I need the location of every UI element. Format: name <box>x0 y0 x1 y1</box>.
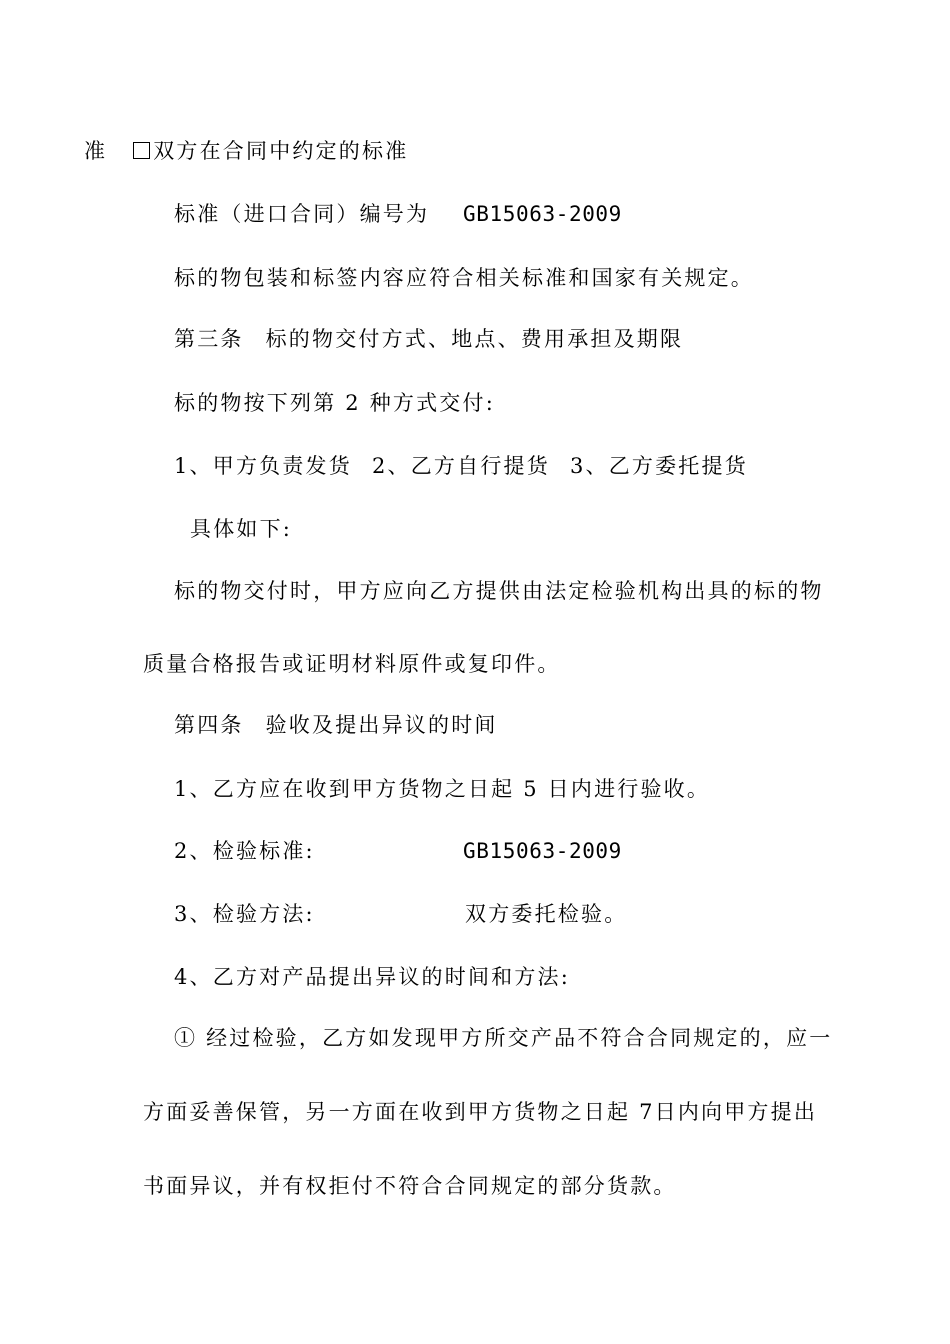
packaging-clause: 标的物包装和标签内容应符合相关标准和国家有关规定。 <box>174 266 754 290</box>
objection-clause-line-2: 方面妥善保管，另一方面在收到甲方货物之日起 7日内向甲方提出 <box>143 1100 818 1124</box>
inspection-method-value: 双方委托检验。 <box>465 902 628 926</box>
article-3-heading <box>174 325 683 353</box>
delivery-report-line-1: 标的物交付时，甲方应向乙方提供由法定检验机构出具的标的物 <box>174 579 824 603</box>
standard-option-text: 双方在合同中约定的标准 <box>153 139 409 163</box>
delivery-option-2: 2、乙方自行提货 <box>371 454 550 478</box>
article-title: 标的物交付方式、地点、费用承担及期限 <box>265 327 684 351</box>
checkbox-icon[interactable] <box>133 142 150 159</box>
details-line: 具体如下: <box>190 517 293 541</box>
objection-method-line: 4、乙方对产品提出异议的时间和方法: <box>174 965 571 989</box>
standard-number-line <box>174 200 429 228</box>
objection-clause-line-3: 书面异议，并有权拒付不符合合同规定的部分货款。 <box>143 1174 677 1198</box>
delivery-option-1: 1、甲方负责发货 <box>174 454 352 478</box>
article-4-heading <box>174 711 498 739</box>
standard-number-label: 标准（进口合同）编号为 <box>174 202 430 226</box>
inspection-standard-value: GB15063-2009 <box>463 839 622 863</box>
inspection-period-line: 1、乙方应在收到甲方货物之日起 5 日内进行验收。 <box>174 777 711 801</box>
inspection-method-label: 3、检验方法: <box>174 902 315 926</box>
delivery-method-line: 标的物按下列第 2 种方式交付: <box>174 391 495 415</box>
delivery-option-3: 3、乙方委托提货 <box>569 454 748 478</box>
inspection-standard-label: 2、检验标准: <box>174 839 315 863</box>
delivery-report-line-2: 质量合格报告或证明材料原件或复印件。 <box>143 652 561 676</box>
delivery-options-line <box>174 452 748 480</box>
standard-option-line <box>84 137 408 165</box>
standard-number-value: GB15063-2009 <box>463 202 622 226</box>
article-title: 验收及提出异议的时间 <box>265 713 498 737</box>
article-number: 第四条 <box>174 713 244 737</box>
line-prefix: 准 <box>84 139 108 163</box>
objection-clause-line-1: ① 经过检验，乙方如发现甲方所交产品不符合合同规定的，应一 <box>174 1026 833 1050</box>
article-number: 第三条 <box>174 327 244 351</box>
